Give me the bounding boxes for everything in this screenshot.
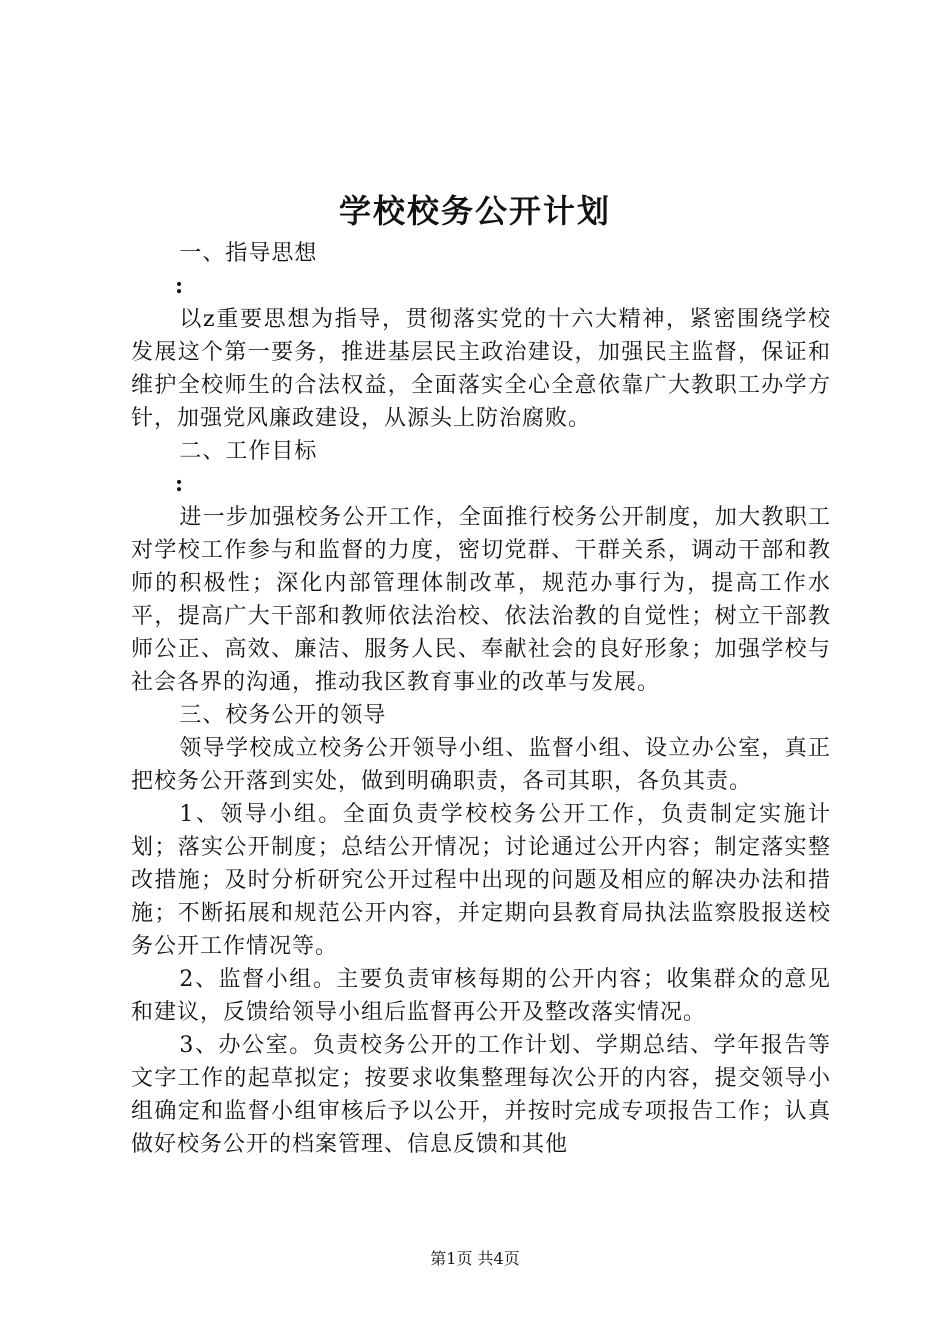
list-item-leading-group: 1、领导小组。全面负责学校校务公开工作，负责制定实施计划；落实公开制度；总结公开情况；讨论通过公开内容；制定落实整改措施；及时分析研究公开过程中出现的问题及相应的解决办法和措施；不断拓展和规范公开内容，并定期向县教育局执法监察股报送校务公开工作情况等。 [131, 802, 831, 959]
page-title: 学校校务公开计划 [338, 192, 611, 230]
list-item-supervision-group: 2、监督小组。主要负责审核每期的公开内容；收集群众的意见和建议，反馈给领导小组后监督再公开及整改落实情况。 [131, 967, 831, 1025]
paragraph-guiding-thought: 以z重要思想为指导，贯彻落实党的十六大精神，紧密围绕学校发展这个第一要务，推进基层民主政治建设，加强民主监督，保证和维护全校师生的合法权益，全面落实全心全意依靠广大教职工办学方针，加强党风廉政建设，从源头上防治腐败。 [131, 307, 831, 431]
colon-mark-2: : [175, 471, 184, 497]
document-body [131, 237, 831, 1161]
section-heading-2: 二、工作目标 [179, 439, 318, 464]
paragraph-work-goals: 进一步加强校务公开工作，全面推行校务公开制度，加大教职工对学校工作参与和监督的力度，密切党群、干群关系，调动干部和教师的积极性；深化内部管理体制改革，规范办事行为，提高工作水平，提高广大干部和教师依法治校、依法治教的自觉性；树立干部教师公正、高效、廉洁、服务人民、奉献社会的良好形象；加强学校与社会各界的沟通，推动我区教育事业的改革与发展。 [131, 505, 831, 695]
section-heading-1: 一、指导思想 [179, 241, 318, 266]
list-item-office: 3、办公室。负责校务公开的工作计划、学期总结、学年报告等文字工作的起草拟定；按要求收集整理每次公开的内容，提交领导小组确定和监督小组审核后予以公开，并按时完成专项报告工作；认真做好校务公开的档案管理、信息反馈和其他 [131, 1033, 831, 1157]
page-footer: 第1页 共4页 [430, 1249, 520, 1268]
paragraph-leadership: 领导学校成立校务公开领导小组、监督小组、设立办公室，真正把校务公开落到实处，做到明确职责，各司其职，各负其责。 [131, 736, 831, 794]
colon-mark-1: : [175, 273, 184, 299]
section-heading-3: 三、校务公开的领导 [179, 703, 387, 728]
